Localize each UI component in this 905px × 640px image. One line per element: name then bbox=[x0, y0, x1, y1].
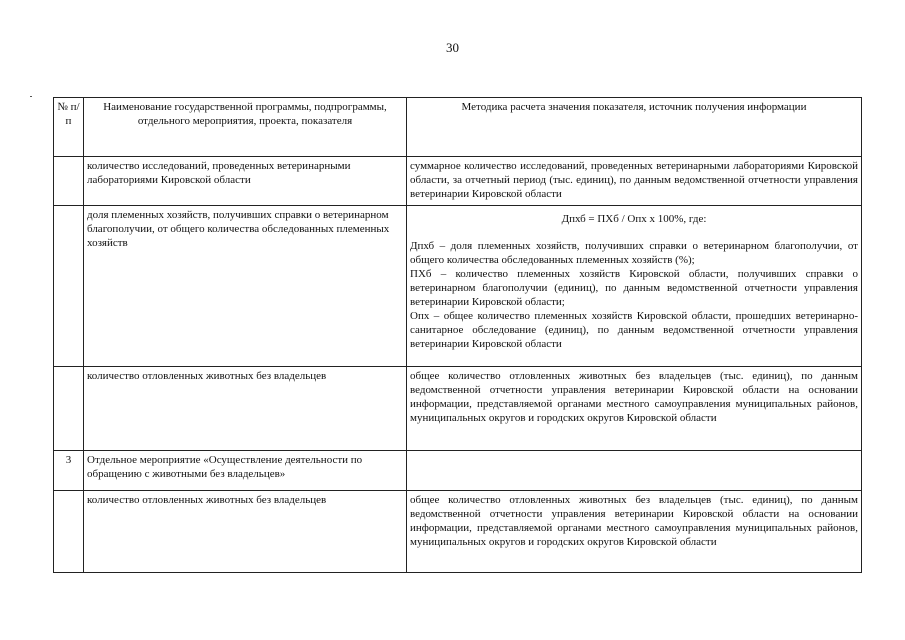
row-number: 3 bbox=[54, 451, 84, 491]
row-name: количество исследований, проведенных ветеринарными лабораториями Кировской области bbox=[84, 157, 407, 206]
table-row bbox=[54, 367, 862, 451]
row-method bbox=[407, 206, 862, 367]
table-row bbox=[54, 206, 862, 367]
row-method bbox=[407, 451, 862, 491]
row-number bbox=[54, 157, 84, 206]
row-method: суммарное количество исследований, проведенных ветеринарными лабораториями Кировской области, за отчетный период (тыс. единиц), по данным ведомственной отчетности управления ветеринарии Кировской области bbox=[407, 157, 862, 206]
page-number: 30 bbox=[446, 40, 459, 55]
row-name: доля племенных хозяйств, получивших справки о ветеринарном благополучии, от общего количества обследованных племенных хозяйств bbox=[84, 206, 407, 367]
row-name: Отдельное мероприятие «Осуществление деятельности по обращению с животными без владельцев» bbox=[84, 451, 407, 491]
formula-definition: ПХб – количество племенных хозяйств Кировской области, получивших справки о ветеринарном благополучии (единиц), по данным ведомственной отчетности управления ветеринарии Кировской области; bbox=[410, 268, 858, 308]
row-method: общее количество отловленных животных без владельцев (тыс. единиц), по данным ведомственной отчетности управления ветеринарии Кировской области на основании информации, представляемой органами местного самоуправления муниципальных районов, муниципальных округов и городских округов Кировской области bbox=[407, 491, 862, 573]
row-number bbox=[54, 206, 84, 367]
scan-artifact bbox=[30, 96, 32, 97]
formula: Дпхб = ПХб / Опх x 100%, где: bbox=[561, 213, 707, 225]
table-row bbox=[54, 451, 862, 491]
row-name: количество отловленных животных без владельцев bbox=[84, 367, 407, 451]
header-number: № п/п bbox=[54, 98, 84, 157]
header-method: Методика расчета значения показателя, источник получения информации bbox=[407, 98, 862, 157]
formula-definition: Опх – общее количество племенных хозяйств Кировской области, прошедших ветеринарно-санитарное обследование (единиц), по данным ведомственной отчетности управления ветеринарии Кировской области bbox=[410, 310, 858, 350]
row-method: общее количество отловленных животных без владельцев (тыс. единиц), по данным ведомственной отчетности управления ветеринарии Кировской области на основании информации, представляемой органами местного самоуправления муниципальных районов, муниципальных округов и городских округов Кировской области bbox=[407, 367, 862, 451]
row-name: количество отловленных животных без владельцев bbox=[84, 491, 407, 573]
row-number bbox=[54, 491, 84, 573]
formula-definition: Дпхб – доля племенных хозяйств, получивших справки о ветеринарном благополучии, от общего количества обследованных племенных хозяйств (%); bbox=[410, 240, 858, 266]
table-header-row bbox=[54, 98, 862, 157]
header-name: Наименование государственной программы, подпрограммы, отдельного мероприятия, проекта, показателя bbox=[84, 98, 407, 157]
table-row bbox=[54, 491, 862, 573]
table-row bbox=[54, 157, 862, 206]
indicators-table bbox=[53, 97, 862, 573]
row-number bbox=[54, 367, 84, 451]
